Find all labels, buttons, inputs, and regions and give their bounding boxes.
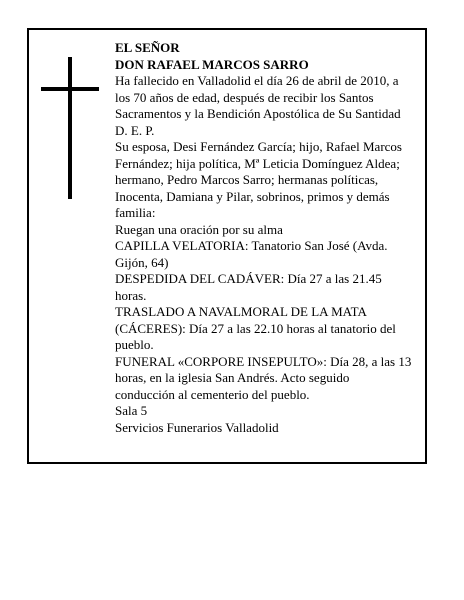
- notice-line: CAPILLA VELATORIA: Tanatorio San José (Avda.: [115, 238, 388, 253]
- notice-line: Sala 5: [115, 403, 148, 418]
- notice-line: los 70 años de edad, después de recibir los Santos: [115, 89, 374, 105]
- cross-vertical-bar: [68, 57, 72, 199]
- notice-line: pueblo.: [115, 337, 154, 352]
- notice-body: [115, 40, 431, 436]
- notice-line: DESPEDIDA DEL CADÁVER: Día 27 a las 21.45: [115, 271, 382, 286]
- deceased-name: DON RAFAEL MARCOS SARRO: [115, 56, 309, 72]
- notice-line: Sacramentos y la Bendición Apostólica de Su Santidad: [115, 106, 401, 121]
- notice-line: conducción al cementerio del pueblo.: [115, 386, 310, 402]
- notice-line: Inocenta, Damiana y Pilar, sobrinos, primos y demás: [115, 188, 390, 204]
- notice-line: Ha fallecido en Valladolid el día 26 de abril de 2010, a: [115, 73, 399, 88]
- notice-line: familia:: [115, 205, 156, 220]
- notice-line: D. E. P.: [115, 122, 155, 138]
- notice-heading: EL SEÑOR: [115, 40, 180, 55]
- latin-cross-icon: [41, 57, 99, 199]
- notice-line: Gijón, 64): [115, 254, 169, 270]
- notice-line: Servicios Funerarios Valladolid: [115, 419, 279, 435]
- notice-line: Fernández; hija política, Mª Leticia Domínguez Aldea;: [115, 155, 400, 171]
- notice-line: hermano, Pedro Marcos Sarro; hermanas políticas,: [115, 172, 379, 187]
- notice-line: Su esposa, Desi Fernández García; hijo, Rafael Marcos: [115, 139, 402, 154]
- notice-line: FUNERAL «CORPORE INSEPULTO»: Día 28, a las 13: [115, 353, 412, 369]
- cross-horizontal-bar: [41, 87, 99, 91]
- notice-line: Ruegan una oración por su alma: [115, 221, 283, 237]
- notice-line: TRASLADO A NAVALMORAL DE LA MATA: [115, 304, 367, 319]
- notice-line: horas.: [115, 287, 147, 303]
- obituary-notice: [27, 28, 427, 464]
- notice-line: (CÁCERES): Día 27 a las 22.10 horas al tanatorio del: [115, 320, 396, 336]
- notice-line: horas, en la iglesia San Andrés. Acto seguido: [115, 370, 350, 385]
